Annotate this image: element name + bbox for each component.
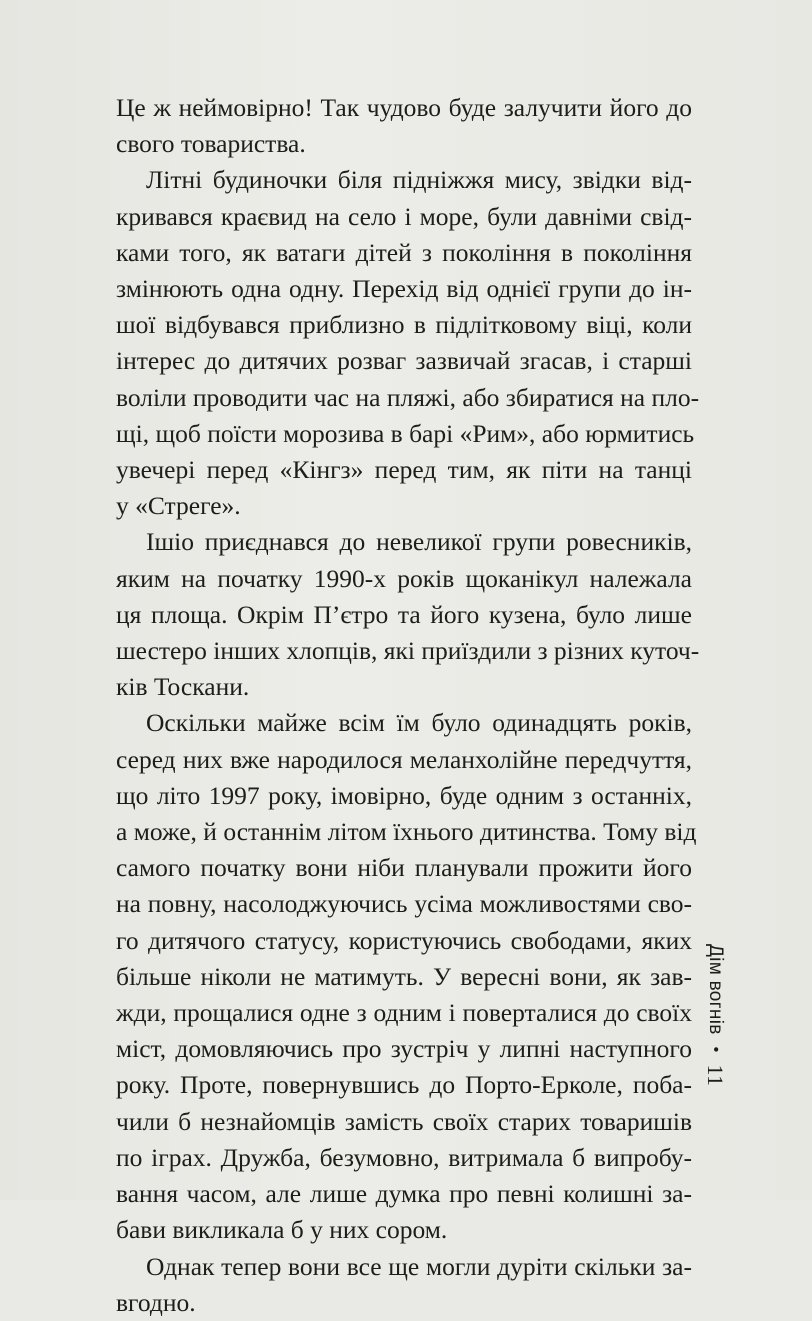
text-line: Це ж неймовірно! Так чудово буде залучити його до	[116, 93, 692, 122]
separator-bullet: •	[707, 1046, 724, 1053]
text-line: року. Проте, повернувшись до Порто-Ерколе, поба-	[116, 1070, 692, 1100]
text-line: ків Тоскани.	[116, 672, 250, 702]
text-line: ками того, як ватаги дітей з покоління в покоління	[116, 237, 692, 267]
text-line: жди, прощалися одне з одним і поверталися до своїх	[116, 998, 692, 1028]
text-line: увечері перед «Кінгз» перед тим, як піти на танці	[116, 455, 692, 485]
paragraph	[116, 90, 692, 162]
body-text	[116, 90, 700, 1321]
text-line: шестеро інших хлопців, які приїздили з різних куточ-	[116, 636, 700, 666]
text-line: змінюють одна одну. Перехід від однієї групи до ін-	[116, 274, 692, 304]
text-line: Однак тепер вони все ще могли дуріти скільки за-	[146, 1251, 692, 1281]
text-line: вгодно.	[116, 1287, 196, 1317]
text-line: у «Стреге».	[116, 491, 241, 521]
text-line: Літні будиночки біля підніжжя мису, звідки від-	[146, 165, 692, 195]
running-head	[700, 944, 730, 1164]
book-title: Дім вогнів	[705, 944, 726, 1035]
text-line: яким на початку 1990-х років щоканікул належала	[116, 563, 692, 593]
paragraph	[116, 1249, 692, 1321]
text-line: більше ніколи не матимуть. У вересні вони, як зав-	[116, 961, 692, 991]
paragraph	[116, 162, 700, 524]
text-line: воліли проводити час на пляжі, або збиратися на пло-	[116, 382, 700, 412]
text-line: по іграх. Дружба, безумовно, витримала б випробу-	[116, 1142, 692, 1172]
text-line: Оскільки майже всім їм було одинадцять років,	[146, 708, 692, 738]
text-line: серед них вже народилося меланхолійне передчуття,	[116, 744, 692, 774]
text-line: вання часом, але лише думка про певні колишні за-	[116, 1179, 692, 1209]
text-line: на повну, насолоджуючись усіма можливостями сво-	[116, 889, 692, 919]
text-line: інтерес до дитячих розваг зазвичай згасав, і старші	[116, 346, 692, 376]
text-line: го дитячого статусу, користуючись свободами, яких	[116, 925, 692, 955]
text-line: що літо 1997 року, імовірно, буде одним з останніх,	[116, 780, 692, 810]
text-line: чили б незнайомців замість своїх старих товаришів	[116, 1106, 692, 1136]
text-line: міст, домовляючись про зустріч у липні наступного	[116, 1034, 692, 1064]
paragraph	[116, 524, 700, 705]
text-line: шої відбувався приблизно в підлітковому віці, коли	[116, 310, 692, 340]
paragraph	[116, 705, 697, 1248]
text-line: ця площа. Окрім П’єтро та його кузена, було лише	[116, 599, 692, 629]
page-number: 11	[703, 1064, 728, 1087]
text-line: кривався краєвид на село і море, були давніми свід-	[116, 201, 692, 231]
text-line: бави викликала б у них сором.	[116, 1215, 448, 1245]
text-line: самого початку вони ніби планували прожити його	[116, 853, 692, 883]
text-line: щі, щоб поїсти морозива в барі «Рим», або юрмитись	[116, 418, 695, 448]
text-line: Ішіо приєднався до невеликої групи ровесників,	[146, 527, 692, 557]
text-line: а може, й останнім літом їхнього дитинства. Тому від	[116, 817, 697, 847]
text-line: свого товариства.	[116, 129, 306, 159]
